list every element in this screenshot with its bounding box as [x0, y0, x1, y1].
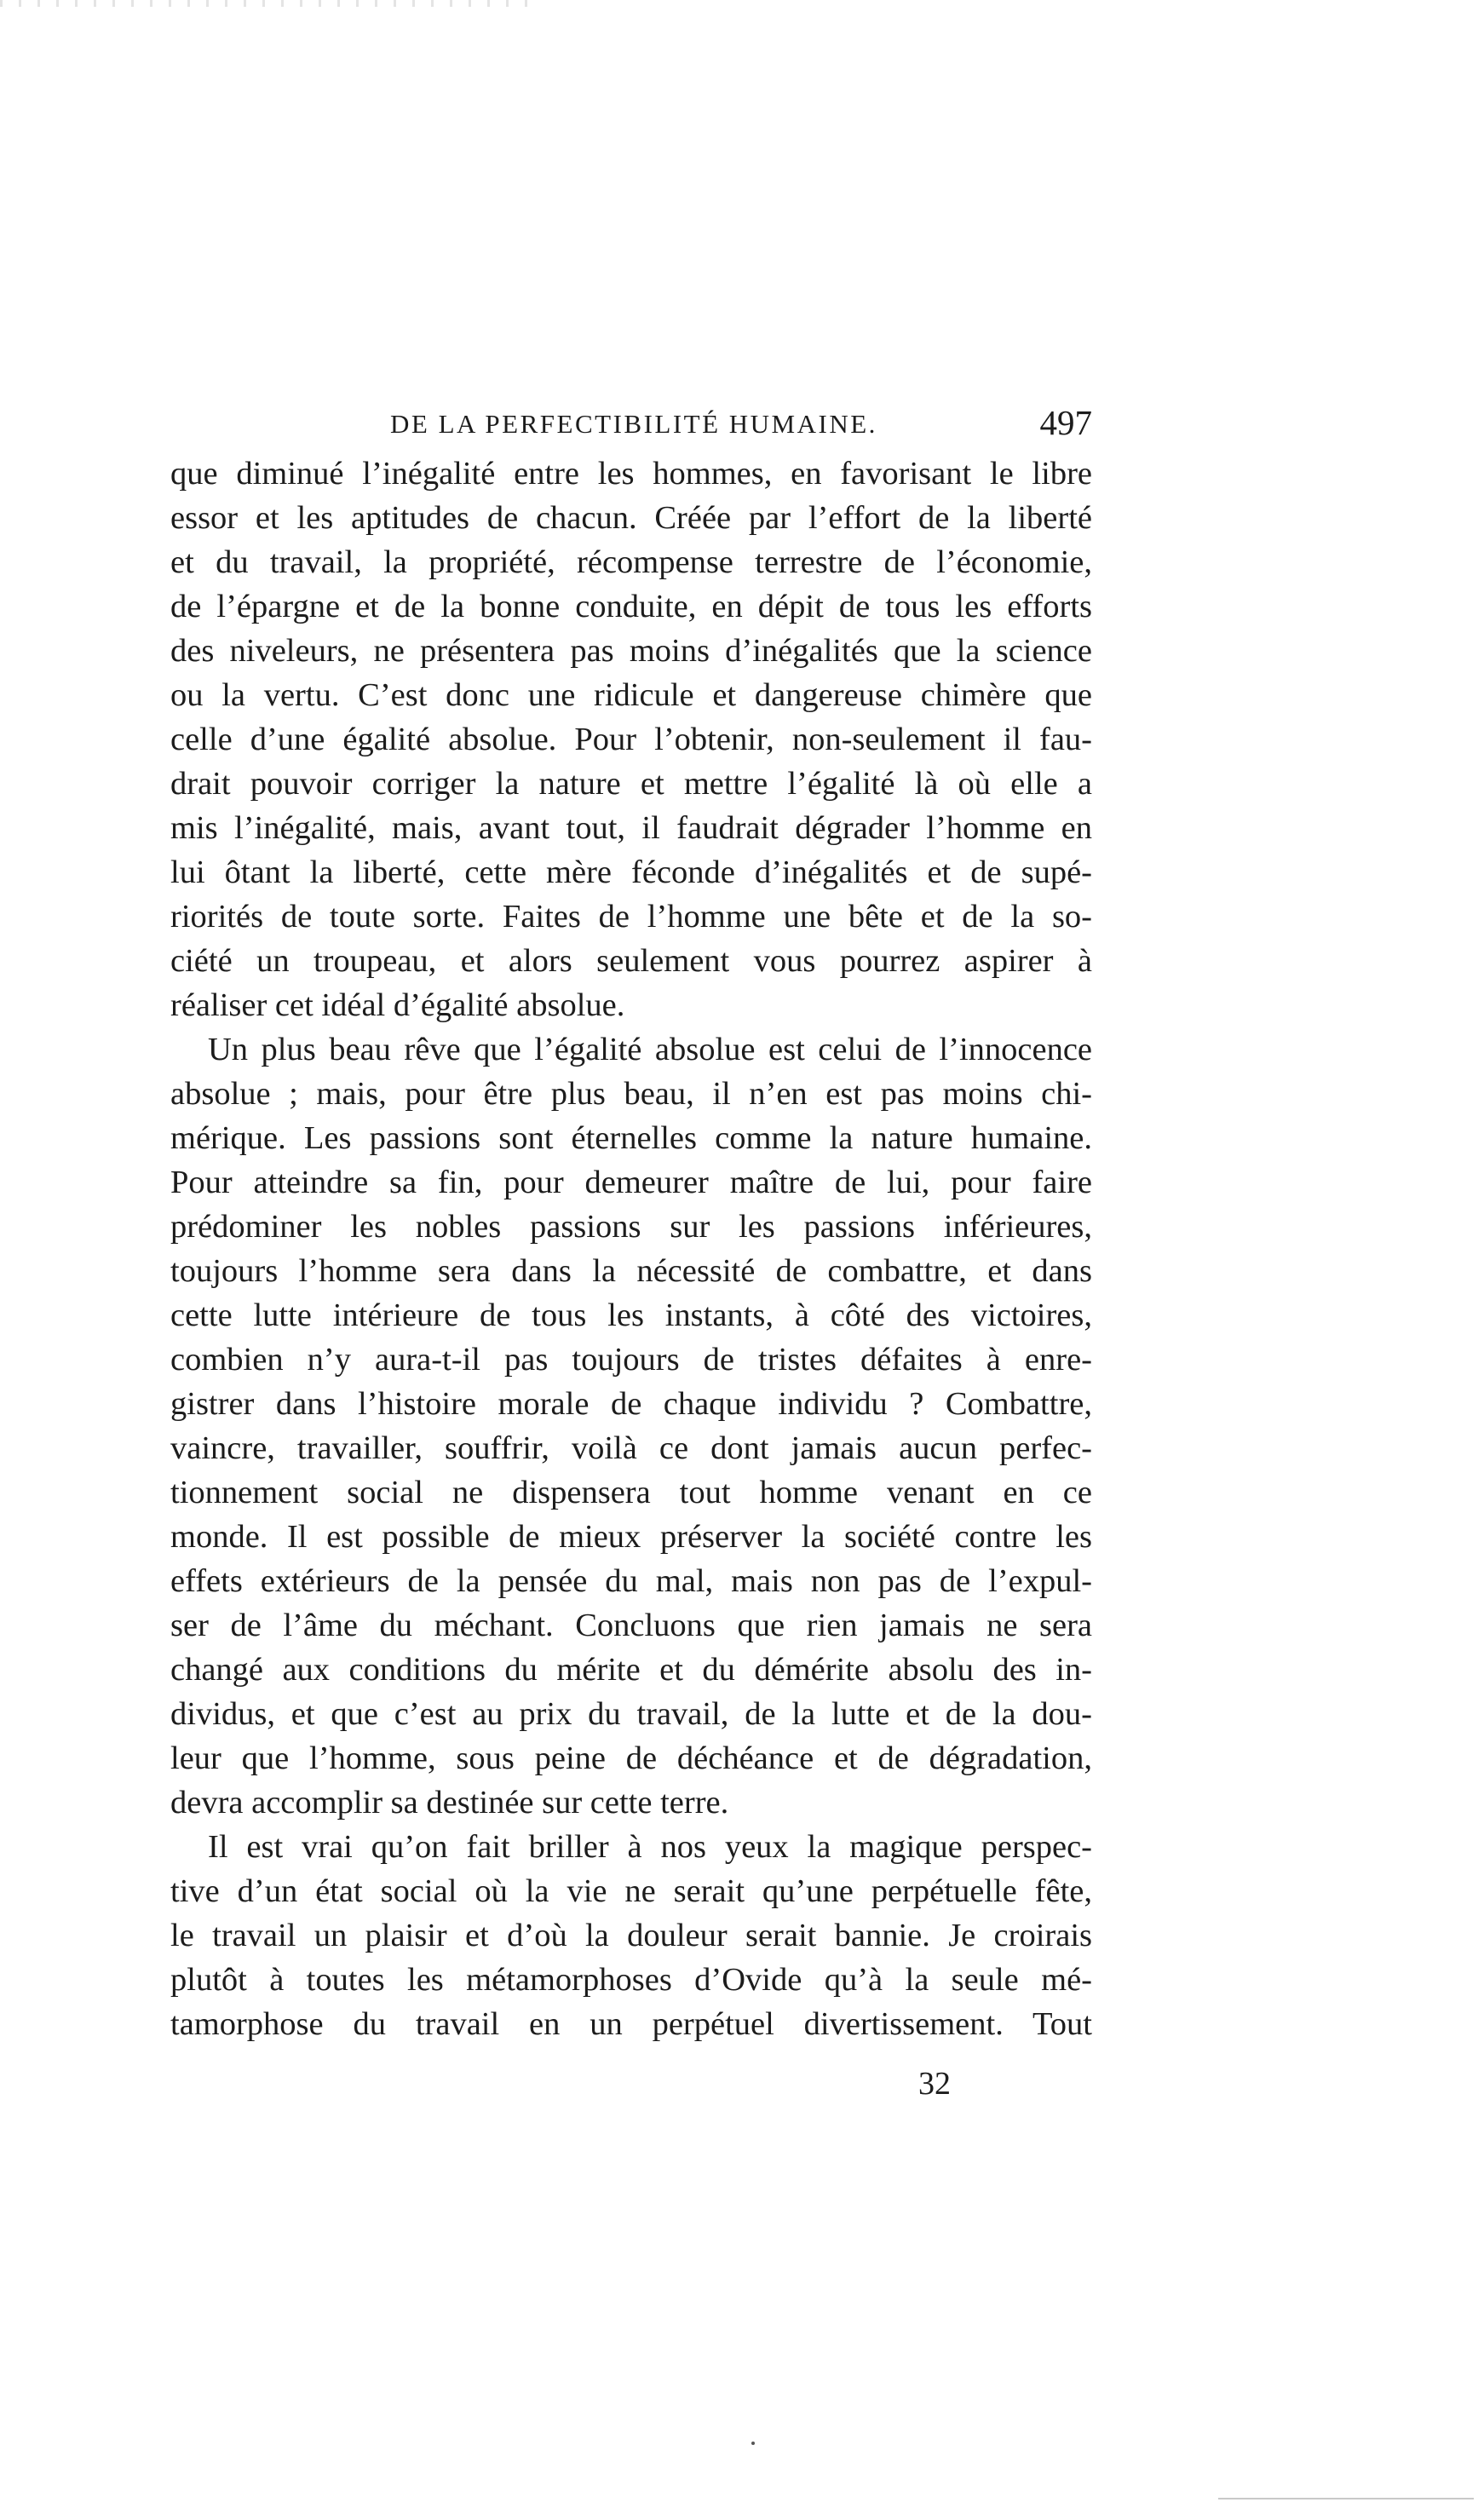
page-header: [170, 400, 1092, 452]
text-line: tive d’un état social où la vie ne serait qu’une perpétuelle fête,: [170, 1873, 1092, 1909]
text-line: gistrer dans l’histoire morale de chaque individu ? Combattre,: [170, 1386, 1092, 1422]
text-line: prédominer les nobles passions sur les passions inférieures,: [170, 1209, 1092, 1245]
text-line: Un plus beau rêve que l’égalité absolue est celui de l’innocence: [208, 1032, 1092, 1067]
text-line: leur que l’homme, sous peine de déchéance et de dégradation,: [170, 1740, 1092, 1776]
text-line: toujours l’homme sera dans la nécessité de combattre, et dans: [170, 1253, 1092, 1289]
text-line: cette lutte intérieure de tous les instants, à côté des victoires,: [170, 1297, 1092, 1333]
text-line: effets extérieurs de la pensée du mal, mais non pas de l’expul-: [170, 1563, 1092, 1599]
text-line: mérique. Les passions sont éternelles comme la nature humaine.: [170, 1120, 1092, 1156]
running-title: DE LA PERFECTIBILITÉ HUMAINE.: [390, 409, 877, 439]
scan-edge-rule: [1218, 2498, 1474, 2499]
text-line: ou la vertu. C’est donc une ridicule et dangereuse chimère que: [170, 677, 1092, 713]
text-line: que diminué l’inégalité entre les hommes, en favorisant le libre: [170, 456, 1092, 492]
text-line: essor et les aptitudes de chacun. Créée par l’effort de la liberté: [170, 500, 1092, 536]
text-line: riorités de toute sorte. Faites de l’homme une bête et de la so-: [170, 899, 1092, 935]
text-line: changé aux conditions du mérite et du démérite absolu des in-: [170, 1652, 1092, 1688]
scan-speck: [751, 2442, 755, 2445]
scan-edge-specks: [0, 0, 528, 7]
text-line: le travail un plaisir et d’où la douleur serait bannie. Je croirais: [170, 1918, 1092, 1953]
text-line: vaincre, travailler, souffrir, voilà ce dont jamais aucun perfec-: [170, 1430, 1092, 1466]
text-line: tamorphose du travail en un perpétuel divertissement. Tout: [170, 2006, 1092, 2042]
text-line: drait pouvoir corriger la nature et mettre l’égalité là où elle a: [170, 766, 1092, 802]
text-line: combien n’y aura-t-il pas toujours de tristes défaites à enre-: [170, 1342, 1092, 1378]
text-line: lui ôtant la liberté, cette mère féconde d’inégalités et de supé-: [170, 854, 1092, 890]
text-line: Il est vrai qu’on fait briller à nos yeux la magique perspec-: [208, 1829, 1092, 1865]
text-line: et du travail, la propriété, récompense terrestre de l’économie,: [170, 544, 1092, 580]
text-line: mis l’inégalité, mais, avant tout, il faudrait dégrader l’homme en: [170, 810, 1092, 846]
text-line: des niveleurs, ne présentera pas moins d’inégalités que la science: [170, 633, 1092, 669]
page-number: 497: [1039, 403, 1092, 442]
text-line: ser de l’âme du méchant. Concluons que rien jamais ne sera: [170, 1608, 1092, 1643]
text-line: celle d’une égalité absolue. Pour l’obtenir, non-seulement il fau-: [170, 722, 1092, 757]
text-line: Pour atteindre sa fin, pour demeurer maître de lui, pour faire: [170, 1165, 1092, 1200]
text-line: tionnement social ne dispensera tout homme venant en ce: [170, 1475, 1092, 1510]
text-line: plutôt à toutes les métamorphoses d’Ovide qu’à la seule mé-: [170, 1962, 1092, 1998]
text-line: réaliser cet idéal d’égalité absolue.: [170, 987, 625, 1023]
text-line: de l’épargne et de la bonne conduite, en dépit de tous les efforts: [170, 589, 1092, 624]
text-line: monde. Il est possible de mieux préserver la société contre les: [170, 1519, 1092, 1555]
text-line: ciété un troupeau, et alors seulement vous pourrez aspirer à: [170, 943, 1092, 979]
text-line: devra accomplir sa destinée sur cette terre.: [170, 1785, 729, 1821]
text-line: absolue ; mais, pour être plus beau, il n’en est pas moins chi-: [170, 1076, 1092, 1112]
text-line: dividus, et que c’est au prix du travail, de la lutte et de la dou-: [170, 1696, 1092, 1732]
signature-mark: 32: [918, 2066, 951, 2102]
body-text: [170, 452, 1092, 2046]
